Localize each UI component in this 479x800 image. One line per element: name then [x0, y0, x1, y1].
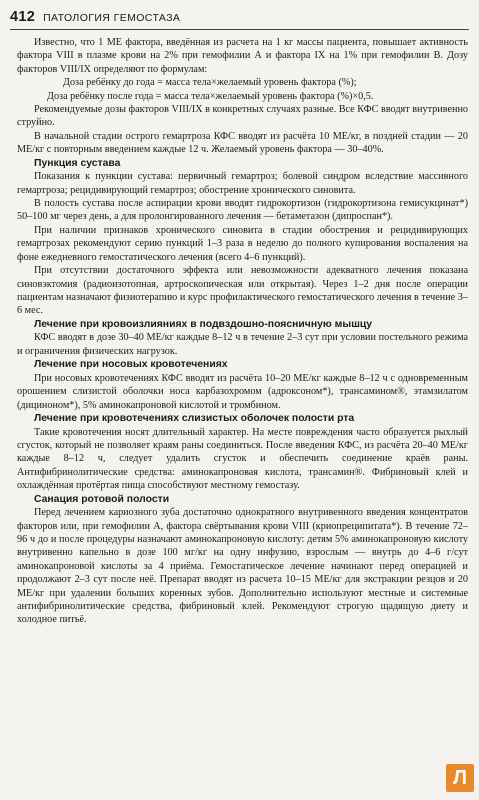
- heading-psoas-hemorrhage: Лечение при кровоизлияниях в подвздошно-поясничную мышцу: [34, 318, 373, 330]
- paragraph-oral-sanitation: Перед лечением кариозного зуба достаточно однократного внутривенного введения концентратов факторов или, при гемофилии А, фактора свёртывания крови VIII (криопреципитата*). В течение 72–96 ч до и после процедуры назначают аминокапроновую кислоту: детям 5% аминокапроновую кислоту внутривенно капельно в дозе 100 мг/кг на одну инфузию, взрослым — внутрь до 4–6 г/сут аминокапроновой кислоты за 4 приёма. Гемостатическое лечение начинают перед операцией и продолжают 2–3 сут после неё. Препарат вводят из расчета 10–15 МЕ/кг для экстракции резцов и 20 МЕ/кг при удалении больших коренных зубов. Дополнительно используют местные и системные антифибринолитические средства, фибриновый клей. Рекомендуют строгую щадящую диету и холодное питьё.: [17, 507, 468, 626]
- paragraph-puncture-series: При наличии признаков хронического синовита в стадии обострения и рецидивирующих гемартрозах рекомендуют серию пункций 1–3 раза в неделю до полного купирования воспаления на фоне ежедневного гемостатического лечения (всего 4–6 пункций).: [17, 224, 468, 263]
- running-head: [10, 9, 469, 31]
- heading-oral-sanitation: Санация ротовой полости: [34, 493, 170, 505]
- paragraph-puncture-corticosteroids: В полость сустава после аспирации крови вводят гидрокортизон (гидрокортизона гемисукцинат*) 50–100 мг через день, а для пролонгированного лечения — бетаметазон (дипроспан*).: [17, 198, 468, 223]
- heading-oral-mucosa-bleeding: Лечение при кровотечениях слизистых оболочек полости рта: [34, 412, 355, 424]
- heading-joint-puncture: Пункция сустава: [34, 157, 121, 169]
- formula-over-one-year: Доза ребёнку после года = масса тела×желаемый уровень фактора (%)×0,5.: [47, 90, 374, 102]
- body-text: [17, 36, 468, 627]
- header-rule: [10, 29, 469, 30]
- paragraph-oral-mucosa-treatment: Такие кровотечения носят длительный характер. На месте повреждения часто образуется рыхлый сгусток, который не позволяет краям раны соединиться. После введения КФС, из расчёта 20–40 МЕ/кг каждые 8–12 ч, следует удалить сгусток и обеспечить соединение краёв раны. Антифибринолитические средства: аминокапроновая кислота, трансамин®. Фибриновый клей и охлаждённая протёртая пища способствуют местному гемостазу.: [17, 426, 468, 492]
- page-number: 412: [10, 9, 36, 25]
- paragraph-puncture-indications: Показания к пункции сустава: первичный гемартроз; болевой синдром вследствие массивного гемартроза; рецидивирующий гемартроз; обострение хронического синовита.: [17, 171, 468, 196]
- paragraph-recommended-doses: Рекомендуемые дозы факторов VIII/IX в конкретных случаях разные. Все КФС вводят внутривенно струйно.: [17, 104, 468, 129]
- formula-under-one-year: Доза ребёнку до года = масса тела×желаемый уровень фактора (%);: [63, 77, 357, 89]
- running-title: ПАТОЛОГИЯ ГЕМОСТАЗА: [43, 12, 181, 24]
- heading-nasal-bleeding: Лечение при носовых кровотечениях: [34, 359, 228, 371]
- publisher-logo-glyph: Л: [452, 767, 468, 789]
- paragraph-nasal-treatment: При носовых кровотечениях КФС вводят из расчёта 10–20 МЕ/кг каждые 8–12 ч с одновременным орошением слизистой оболочки носа карбазохромом (адроксоном*), трансамином®, этамзилатом (дициноном*), 5% аминокапроновой кислотой и тромбином.: [17, 372, 468, 411]
- paragraph-psoas-treatment: КФС вводят в дозе 30–40 МЕ/кг каждые 8–12 ч в течение 2–3 сут при условии постельного режима и ограничения физических нагрузок.: [17, 332, 468, 357]
- publisher-logo-icon: [446, 764, 474, 792]
- paragraph-hemarthrosis: В начальной стадии острого гемартроза КФС вводят из расчёта 10 МЕ/кг, в поздней стадии — 20 МЕ/кг с повторным введением каждые 12 ч. Желаемый уровень фактора — 30–40%.: [17, 130, 468, 156]
- paragraph-dose-intro: Известно, что 1 МЕ фактора, введённая из расчета на 1 кг массы пациента, повышает активность фактора VIII в плазме крови на 2% при гемофилии А и фактора IX на 1% при гемофилии В. Дозу факторов VIII/IX определяют по формулам:: [17, 37, 468, 75]
- paragraph-synovectomy: При отсутствии достаточного эффекта или невозможности адекватного лечения показана синовэктомия (радиоизотопная, артроскопическая или открытая). Через 1–2 дня после операции пациентам назначают физиотерапию и курс профилактического гемостатического лечения в течение 3–6 мес.: [17, 265, 468, 317]
